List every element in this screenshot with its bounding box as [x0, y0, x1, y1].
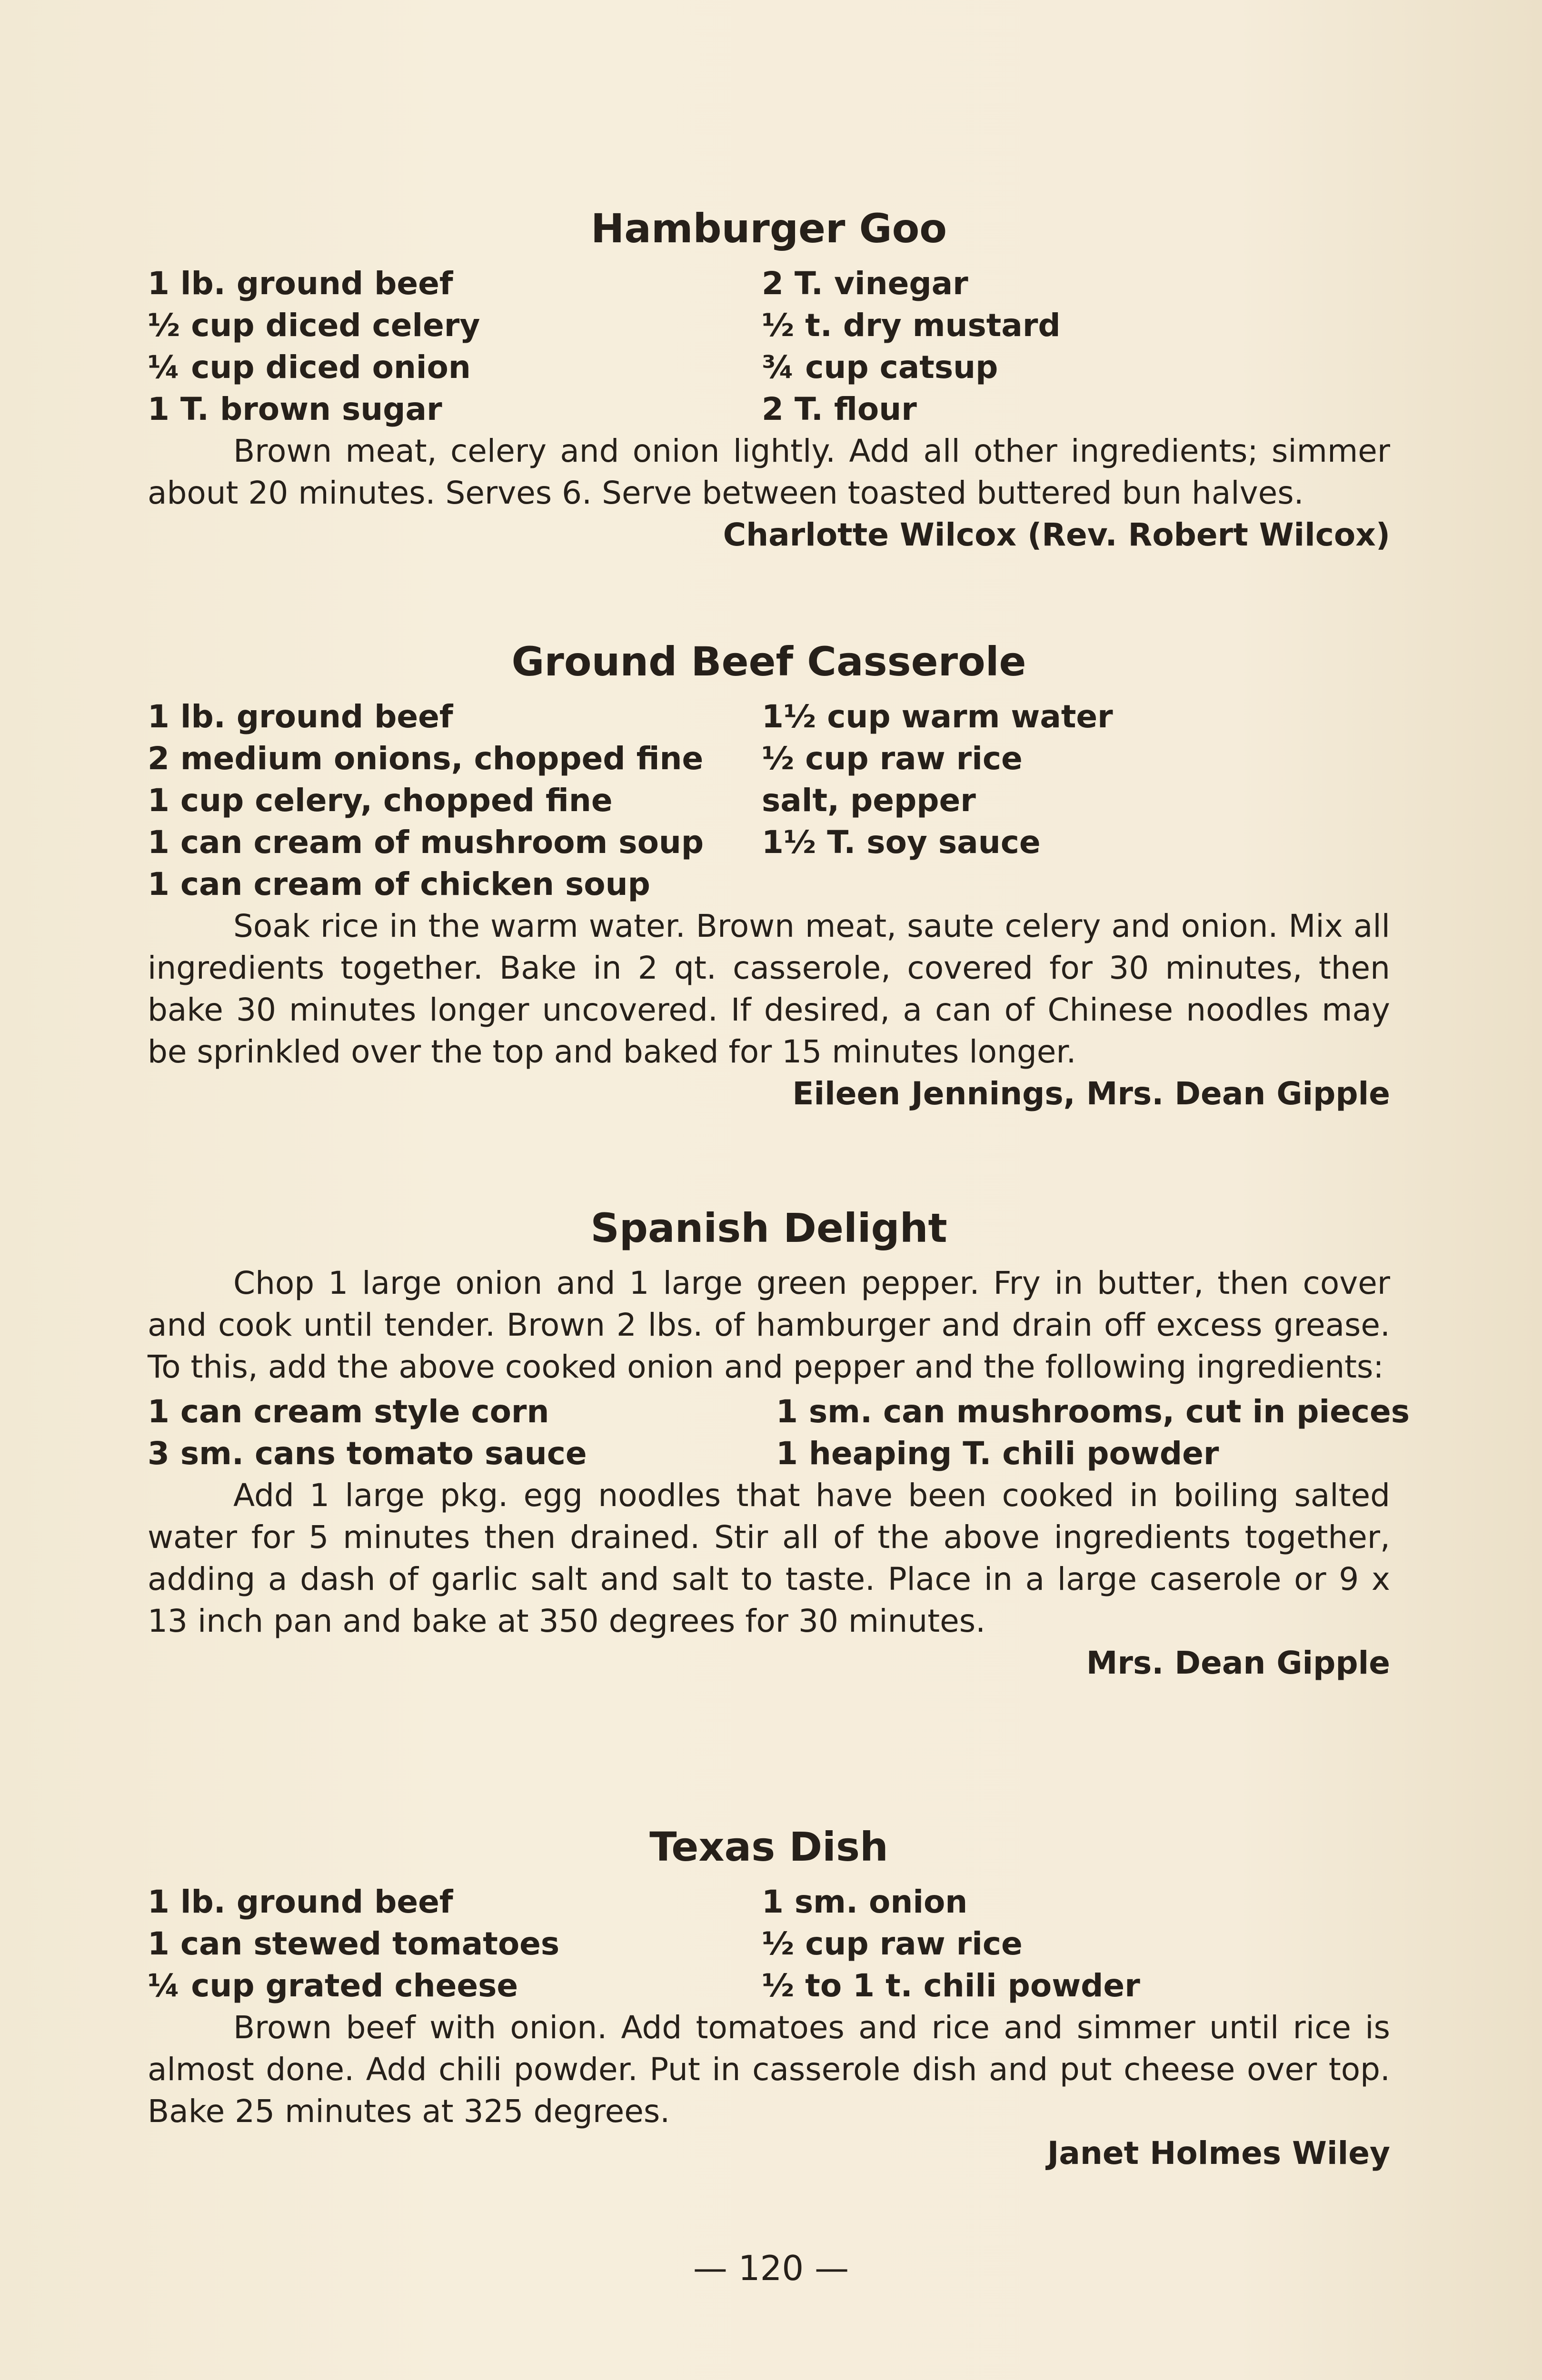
recipe-intro: Chop 1 large onion and 1 large green pepper. Fry in butter, then cover and cook until tender. Brown 2 lbs. of hamburger and drain off excess grease. To this, add the above cooked onion and pepper and the following ingredients: — [148, 1265, 1390, 1385]
recipe-attribution: Mrs. Dean Gipple — [1086, 1645, 1390, 1681]
ingredient: 2 T. flour — [762, 391, 917, 427]
recipe-title: Texas Dish — [649, 1824, 888, 1870]
ingredient: ½ cup raw rice — [762, 1925, 1023, 1962]
ingredient: ½ cup diced celery — [148, 307, 480, 344]
recipe-texas-dish — [148, 1823, 1390, 2174]
ingredient: 1 lb. ground beef — [148, 1884, 453, 1920]
ingredient-list — [148, 1391, 1410, 1475]
ingredient: 1 sm. can mushrooms, cut in pieces — [776, 1393, 1410, 1430]
ingredient-list — [148, 1881, 1390, 2007]
ingredient: 1½ T. soy sauce — [762, 824, 1041, 861]
ingredient: 1 heaping T. chili powder — [776, 1435, 1219, 1472]
recipe-directions: Brown beef with onion. Add tomatoes and rice and simmer until rice is almost done. Add chili powder. Put in casserole dish and put cheese over top. Bake 25 minutes at 325 degrees. — [148, 2009, 1390, 2130]
recipe-attribution: Janet Holmes Wiley — [1047, 2135, 1390, 2172]
ingredient: ½ cup raw rice — [762, 740, 1023, 777]
recipe-directions: Brown meat, celery and onion lightly. Add all other ingredients; simmer about 20 minutes. Serves 6. Serve between toasted buttered bun halves. — [148, 433, 1390, 511]
ingredient: ¼ cup grated cheese — [148, 1967, 518, 2004]
recipe-title: Hamburger Goo — [590, 205, 947, 252]
recipe-ground-beef-casserole — [148, 638, 1390, 1115]
ingredient: ¾ cup catsup — [762, 349, 998, 386]
ingredient: 1 can cream of mushroom soup — [148, 824, 704, 861]
recipe-title: Spanish Delight — [590, 1205, 947, 1251]
recipe-hamburger-goo — [148, 205, 1390, 556]
ingredient: 2 T. vinegar — [762, 265, 968, 302]
recipe-spanish-delight — [148, 1204, 1410, 1684]
ingredient: 1 lb. ground beef — [148, 698, 453, 735]
recipe-attribution: Eileen Jennings, Mrs. Dean Gipple — [792, 1075, 1390, 1112]
recipe-attribution: Charlotte Wilcox (Rev. Robert Wilcox) — [723, 516, 1390, 553]
ingredient: ½ t. dry mustard — [762, 307, 1061, 344]
recipe-directions: Soak rice in the warm water. Brown meat, saute celery and onion. Mix all ingredients together. Bake in 2 qt. casserole, covered for 30 minutes, then bake 30 minutes longer uncovered. If desired, a can of Chinese noodles may be sprinkled over the top and baked for 15 minutes longer. — [148, 908, 1390, 1070]
recipe-directions: Add 1 large pkg. egg noodles that have been cooked in boiling salted water for 5 minutes then drained. Stir all of the above ingredients together, adding a dash of garlic salt and salt to taste. Place in a large caserole or 9 x 13 inch pan and bake at 350 degrees for 30 minutes. — [148, 1477, 1390, 1639]
ingredient: 1 can cream style corn — [148, 1393, 549, 1430]
ingredient: 1½ cup warm water — [762, 698, 1113, 735]
recipe-title: Ground Beef Casserole — [511, 638, 1026, 685]
ingredient: 3 sm. cans tomato sauce — [148, 1435, 587, 1472]
ingredient: 1 lb. ground beef — [148, 265, 453, 302]
ingredient: 1 cup celery, chopped fine — [148, 782, 613, 819]
ingredient-list — [148, 263, 1390, 430]
page-number: — 120 — — [693, 2248, 849, 2288]
ingredient-list — [148, 696, 1390, 905]
ingredient: 1 can cream of chicken soup — [148, 866, 650, 902]
ingredient: ¼ cup diced onion — [148, 349, 471, 386]
ingredient: 2 medium onions, chopped fine — [148, 740, 704, 777]
ingredient: ½ to 1 t. chili powder — [762, 1967, 1140, 2004]
ingredient: 1 can stewed tomatoes — [148, 1925, 560, 1962]
ingredient: 1 T. brown sugar — [148, 391, 442, 427]
ingredient: 1 sm. onion — [762, 1884, 968, 1920]
ingredient: salt, pepper — [762, 782, 976, 819]
